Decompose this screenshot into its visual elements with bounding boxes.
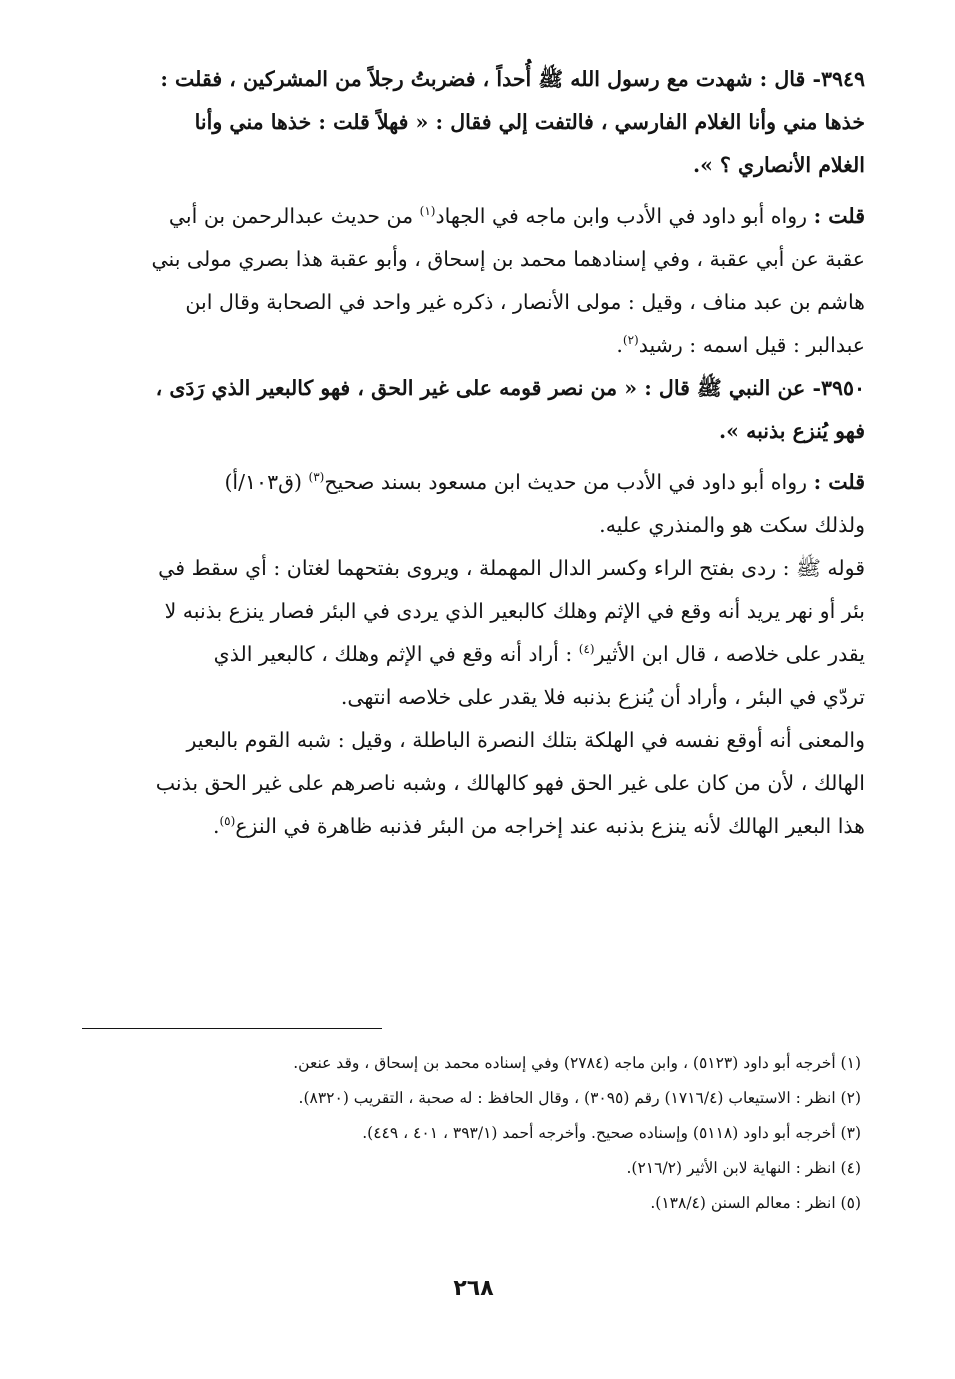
hadith-text: عن النبي ﷺ قال : « من نصر قومه على غير الحق ، فهو كالبعير الذي رَدَى ، [155, 376, 806, 400]
note-line [82, 195, 865, 238]
commentary-line: بئر أو نهر يريد أنه وقع في الإثم وهلك كالبعير الذي يردى في البئر فصار ينزع بذنبه لا [164, 599, 865, 623]
commentary-text: يقدر على خلاصه ، قال ابن الأثير [594, 642, 865, 666]
hadith-entry-3950 [82, 367, 865, 453]
note-text: من حديث عبدالرحمن بن أبي [168, 204, 414, 228]
note-text: رواه أبو داود في الأدب وابن ماجه في الجهاد [435, 204, 808, 228]
commentary-line: الهالك ، لأن من كان على غير الحق فهو كالهالك ، وشبه ناصرهم على غير الحق بذنب [155, 771, 865, 795]
page-number: ٢٦٨ [453, 1276, 494, 1301]
footnote-ref: (٤) [578, 642, 595, 657]
commentary-text: هذا البعير الهالك لأنه ينزع بذنبه عند إخراجه من البئر فذنبه ظاهرة في النزع [235, 814, 865, 838]
note-line: ولذلك سكت هو والمنذري عليه. [599, 513, 865, 537]
footnote-ref: (٣) [308, 470, 325, 485]
footnote-item: (٥) انظر : معالم السنن (١٣٨/٤). [650, 1194, 861, 1212]
commentary-text: : أراد أنه وقع في الإثم وهلك ، كالبعير الذي [213, 642, 573, 666]
footnote-ref: (٢) [622, 333, 639, 348]
hadith-line [82, 367, 865, 410]
page-body [82, 58, 865, 1358]
note-label: قلت : [813, 204, 865, 228]
entry-number: ٣٩٥٠- [812, 376, 865, 400]
note-line: عقبة عن أبي عقبة ، وفي إسنادهما محمد بن إسحاق ، وأبو عقبة هذا بصري مولى بني [151, 247, 865, 271]
footnote-ref: (١) [419, 204, 436, 219]
footnote-item: (٢) انظر : الاستيعاب (١٧١٦/٤) رقم (٣٠٩٥) ، وقال الحافظ : له صحبة ، التقريب (٨٣٢٠). [298, 1089, 861, 1107]
footnote-separator [82, 1028, 382, 1029]
note-label: قلت : [813, 470, 865, 494]
commentary-line [82, 805, 865, 848]
commentary-paragraph [82, 719, 865, 848]
note-text: رواه أبو داود في الأدب من حديث ابن مسعود بسند صحيح [324, 470, 808, 494]
note-line: هاشم بن عبد مناف ، وقيل : مولى الأنصار ، ذكره غير واحد في الصحابة وقال ابن [185, 290, 865, 314]
footnote-ref: (٥) [219, 814, 236, 829]
footnote-item: (١) أخرجه أبو داود (٥١٢٣) ، وابن ماجه (٢٧٨٤) وفي إسناده محمد بن إسحاق ، وقد عنعن. [293, 1054, 861, 1072]
hadith-line: خذها مني وأنا الغلام الفارسي ، فالتفت إلي فقال : « فهلاً قلت : خذها مني وأنا [194, 110, 865, 134]
footnote-item: (٣) أخرجه أبو داود (٥١١٨) وإسناده صحيح. وأخرجه أحمد (٣٩٣/١ ، ٤٠١ ، ٤٤٩). [362, 1124, 861, 1142]
commentary-line: قوله ﷺ : ردى بفتح الراء وكسر الدال المهملة ، ويروى بفتحهما لغتان : أي سقط في [158, 556, 865, 580]
hadith-line: فهو يُنزع بذنبه ». [719, 419, 865, 443]
footnotes [82, 1046, 865, 1221]
footnote-item: (٤) انظر : النهاية لابن الأثير (٢١٦/٢). [626, 1159, 861, 1177]
commentary-line: والمعنى أنه أوقع نفسه في الهلكة بتلك النصرة الباطلة ، وقيل : شبه القوم بالبعير [186, 728, 865, 752]
hadith-entry-3949 [82, 58, 865, 187]
note-line [82, 461, 865, 504]
folio-marker: (ق١٠٣/أ) [224, 470, 302, 494]
commentary-line [82, 633, 865, 676]
commentary-line: تردّي في البئر ، وأراد أن يُنزع بذنبه فلا يقدر على خلاصه انتهى. [340, 685, 865, 709]
hadith-line: الغلام الأنصاري ؟ ». [692, 153, 865, 177]
commentary-note-3950 [82, 461, 865, 547]
note-text: عبدالبر : قيل اسمه : رشيد [638, 333, 865, 357]
commentary-end: . [212, 814, 220, 838]
commentary-paragraph [82, 547, 865, 719]
hadith-text: قال : شهدت مع رسول الله ﷺ أُحداً ، فضربتُ رجلاً من المشركين ، فقلت : [160, 67, 806, 91]
hadith-line [82, 58, 865, 101]
note-line [82, 324, 865, 367]
note-end: . [616, 333, 623, 357]
entry-number: ٣٩٤٩- [812, 67, 865, 91]
commentary-note-3949 [82, 195, 865, 367]
